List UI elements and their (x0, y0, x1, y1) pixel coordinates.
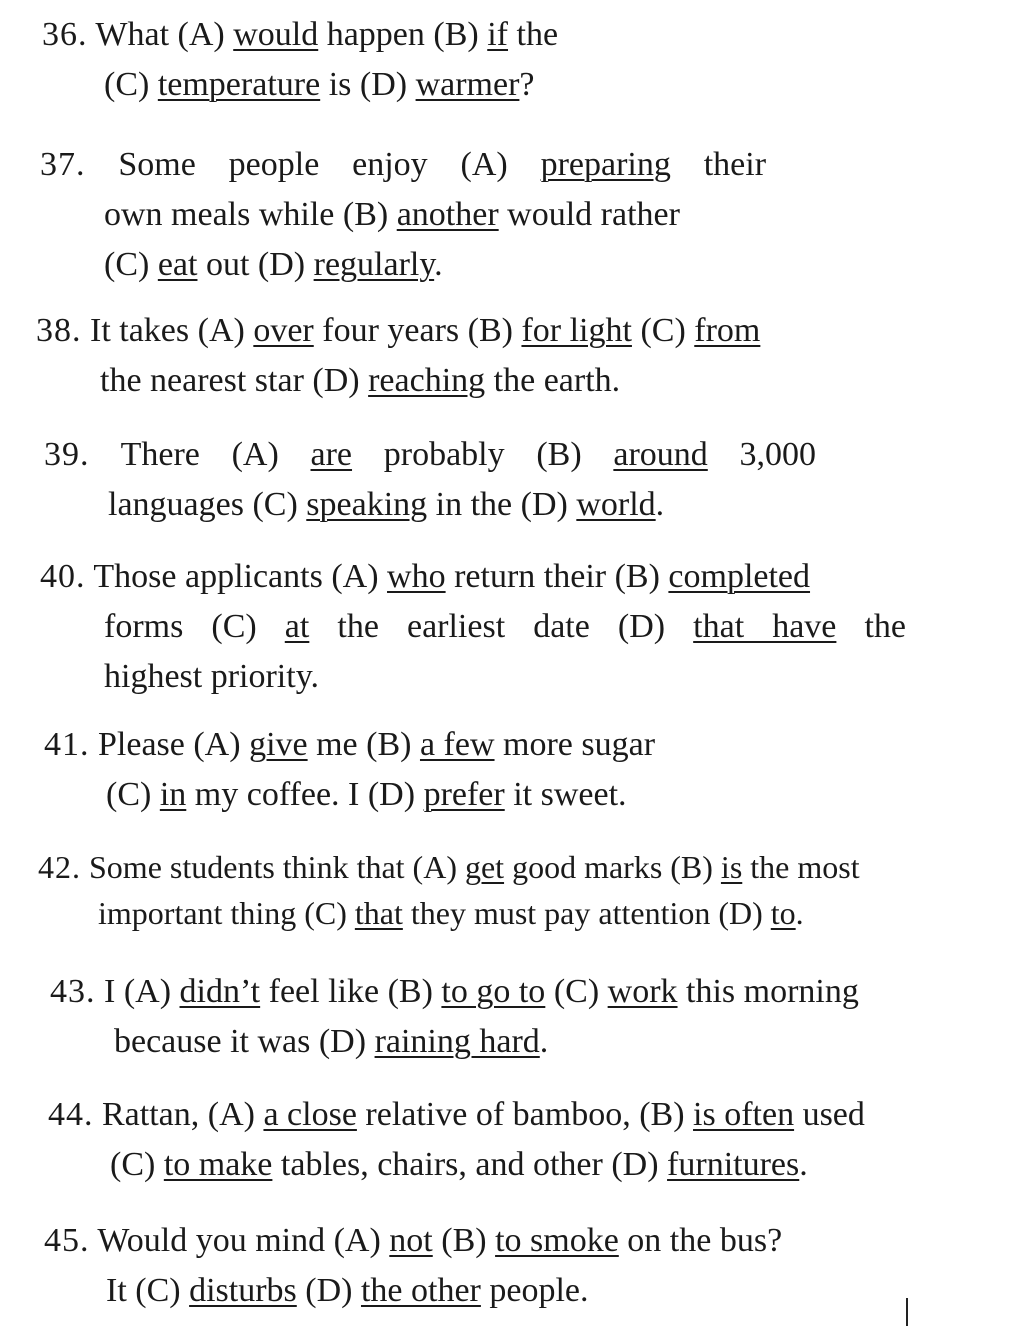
question-line: 42. Some students think that (A) get good marks (B) is the most (38, 849, 860, 885)
question-number: 44. (48, 1096, 94, 1133)
question-line: 37. Some people enjoy (A) preparing their (40, 146, 767, 183)
question-line: forms (C) at the earliest date (D) that have the (104, 608, 907, 645)
question-37 (40, 140, 766, 290)
question-line: 44. Rattan, (A) a close relative of bamboo, (B) is often used (48, 1096, 865, 1133)
question-line: 38. It takes (A) over four years (B) for light (C) from (36, 312, 761, 349)
question-number: 38. (36, 312, 82, 349)
question-line: (C) eat out (D) regularly. (104, 246, 443, 283)
question-43 (50, 967, 859, 1067)
question-39 (44, 430, 816, 530)
question-line: (C) in my coffee. I (D) prefer it sweet. (106, 776, 627, 813)
question-38 (36, 306, 760, 406)
question-line: 36. What (A) would happen (B) if the (42, 16, 559, 53)
question-40 (40, 552, 906, 702)
question-line: highest priority. (104, 658, 319, 695)
question-44 (48, 1090, 865, 1190)
question-line: own meals while (B) another would rather (104, 196, 680, 233)
question-line: (C) to make tables, chairs, and other (D) furnitures. (110, 1146, 808, 1183)
question-line: 43. I (A) didn’t feel like (B) to go to (C) work this morning (50, 973, 859, 1010)
question-line: important thing (C) that they must pay attention (D) to. (98, 895, 804, 931)
question-42 (38, 844, 860, 936)
question-line: It (C) disturbs (D) the other people. (106, 1272, 589, 1309)
question-number: 37. (40, 146, 86, 183)
question-line: languages (C) speaking in the (D) world. (108, 486, 665, 523)
question-line: 45. Would you mind (A) not (B) to smoke on the bus? (44, 1222, 783, 1259)
question-number: 36. (42, 16, 88, 53)
question-41 (44, 720, 655, 820)
question-number: 42. (38, 849, 81, 885)
question-number: 39. (44, 436, 90, 473)
text-cursor (906, 1298, 908, 1326)
question-line: the nearest star (D) reaching the earth. (100, 362, 621, 399)
question-line: 40. Those applicants (A) who return their (B) completed (40, 558, 811, 595)
question-line: (C) temperature is (D) warmer? (104, 66, 535, 103)
question-number: 43. (50, 973, 96, 1010)
question-line: 41. Please (A) give me (B) a few more sugar (44, 726, 656, 763)
question-36 (42, 10, 558, 110)
question-number: 41. (44, 726, 90, 763)
question-line: because it was (D) raining hard. (114, 1023, 549, 1060)
question-line: 39. There (A) are probably (B) around 3,000 (44, 436, 816, 473)
question-number: 40. (40, 558, 86, 595)
question-number: 45. (44, 1222, 90, 1259)
question-45 (44, 1216, 782, 1316)
